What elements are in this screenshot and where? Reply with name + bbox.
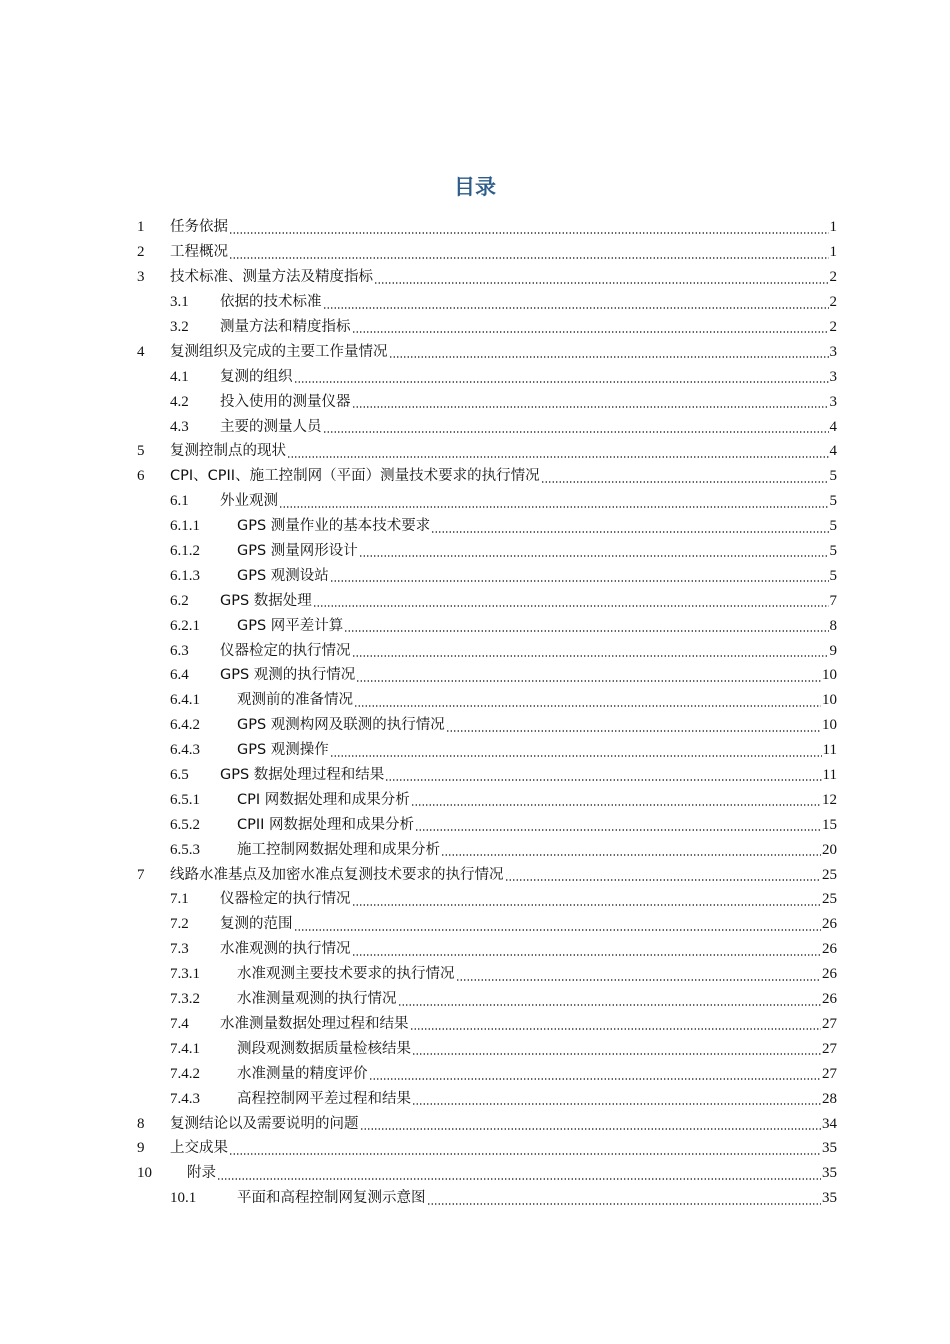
toc-entry-number: 6.1.1 (170, 518, 200, 535)
toc-entry-page-number: 4 (829, 418, 837, 435)
toc-entry[interactable] (137, 1086, 837, 1111)
toc-entry[interactable] (137, 364, 837, 389)
toc-entry-label: GPS 测量网形设计 (237, 543, 358, 560)
toc-entry-number: 6.3 (170, 642, 189, 659)
toc-entry[interactable] (137, 787, 837, 812)
toc-dot-leader (352, 406, 829, 408)
toc-dot-leader (229, 257, 829, 259)
toc-entry-label: 平面和高程控制网复测示意图 (237, 1190, 426, 1207)
toc-entry-number: 3.2 (170, 319, 189, 335)
toc-entry[interactable] (137, 539, 837, 564)
toc-entry-label: 附录 (187, 1165, 216, 1182)
toc-entry-page-number: 5 (829, 468, 837, 485)
toc-entry[interactable] (137, 837, 837, 862)
toc-entry-number: 6.4.1 (170, 692, 200, 709)
toc-entry-number: 2 (137, 244, 145, 261)
toc-entry-label: GPS 数据处理 (220, 592, 312, 609)
toc-entry[interactable] (137, 812, 837, 837)
toc-entry-number: 6 (137, 468, 145, 485)
toc-dot-leader (369, 1078, 822, 1080)
toc-entry-label: 技术标准、测量方法及精度指标 (170, 269, 373, 286)
toc-entry[interactable] (137, 1161, 837, 1186)
toc-entry-label: 水准观测主要技术要求的执行情况 (237, 966, 455, 983)
toc-entry-number: 6.4.3 (170, 742, 200, 759)
toc-entry-label: 水准测量观测的执行情况 (237, 991, 397, 1008)
toc-entry-number: 9 (137, 1140, 145, 1157)
toc-entry-page-number: 10 (822, 692, 837, 709)
toc-entry[interactable] (137, 588, 837, 613)
toc-entry-page-number: 2 (829, 269, 837, 286)
toc-entry-page-number: 20 (822, 841, 837, 858)
toc-dot-leader (330, 755, 822, 757)
toc-entry[interactable] (137, 738, 837, 763)
toc-entry-number: 1 (137, 219, 145, 236)
toc-entry-page-number: 3 (829, 393, 837, 410)
toc-entry-number: 6.5.1 (170, 791, 200, 808)
toc-entry-page-number: 35 (822, 1165, 837, 1182)
toc-entry[interactable] (137, 315, 837, 340)
toc-entry[interactable] (137, 638, 837, 663)
toc-entry[interactable] (137, 1186, 837, 1211)
toc-entry-page-number: 35 (822, 1190, 837, 1207)
toc-dot-leader (385, 779, 821, 781)
toc-entry-label: 复测的组织 (220, 368, 293, 385)
toc-dot-leader (411, 804, 821, 806)
toc-dot-leader (389, 356, 829, 358)
toc-entry[interactable] (137, 688, 837, 713)
toc-entry-page-number: 5 (829, 518, 837, 535)
toc-entry-number: 6.5.3 (170, 841, 200, 858)
toc-entry-page-number: 7 (829, 592, 837, 609)
toc-entry[interactable] (137, 563, 837, 588)
toc-entry-number: 7.2 (170, 916, 189, 933)
toc-dot-leader (313, 605, 829, 607)
toc-dot-leader (352, 954, 822, 956)
toc-entry[interactable] (137, 290, 837, 315)
toc-entry[interactable] (137, 1036, 837, 1061)
toc-entry-page-number: 27 (822, 1015, 837, 1032)
toc-dot-leader (446, 730, 821, 732)
toc-entry-number: 6.1.2 (170, 543, 200, 560)
toc-entry-label: 水准观测的执行情况 (220, 941, 351, 958)
toc-entry-page-number: 10 (822, 667, 837, 684)
toc-entry-number: 7.4.3 (170, 1090, 200, 1107)
toc-entry-number: 6.1 (170, 493, 189, 510)
toc-entry-number: 7 (137, 866, 145, 883)
toc-entry[interactable] (137, 215, 837, 240)
toc-dot-leader (294, 381, 829, 383)
toc-dot-leader (229, 1153, 821, 1155)
toc-entry-page-number: 2 (829, 319, 837, 335)
toc-entry-label: 仪器检定的执行情况 (220, 642, 351, 659)
toc-entry[interactable] (137, 439, 837, 464)
toc-entry-label: CPII 网数据处理和成果分析 (237, 816, 415, 833)
toc-dot-leader (323, 307, 829, 309)
toc-entry-number: 6.5.2 (170, 816, 200, 833)
toc-entry-page-number: 25 (822, 891, 837, 908)
toc-entry-number: 6.2.1 (170, 617, 200, 634)
toc-entry-page-number: 5 (829, 567, 837, 584)
toc-entry[interactable] (137, 265, 837, 290)
toc-entry-number: 10 (137, 1165, 152, 1182)
toc-dot-leader (410, 1028, 822, 1030)
toc-dot-leader (441, 854, 821, 856)
toc-list (137, 215, 837, 1211)
toc-entry-label: 水准测量的精度评价 (237, 1065, 368, 1082)
toc-dot-leader (330, 580, 829, 582)
toc-entry-label: CPI、CPII、施工控制网（平面）测量技术要求的执行情况 (170, 468, 540, 485)
toc-entry[interactable] (137, 389, 837, 414)
toc-entry-page-number: 2 (829, 294, 837, 311)
toc-entry-page-number: 28 (822, 1090, 837, 1107)
toc-entry-label: 上交成果 (170, 1140, 228, 1157)
toc-entry-label: 任务依据 (170, 219, 228, 236)
toc-entry-page-number: 11 (822, 767, 837, 784)
toc-entry-label: 施工控制网数据处理和成果分析 (237, 841, 440, 858)
toc-entry-number: 3.1 (170, 294, 189, 311)
toc-entry-page-number: 26 (822, 991, 837, 1008)
toc-entry[interactable] (137, 489, 837, 514)
toc-entry[interactable] (137, 713, 837, 738)
toc-entry-page-number: 3 (829, 368, 837, 385)
toc-entry-number: 7.3 (170, 941, 189, 958)
toc-entry[interactable] (137, 962, 837, 987)
toc-entry[interactable] (137, 1136, 837, 1161)
toc-entry-label: 复测的范围 (220, 916, 293, 933)
toc-entry-page-number: 10 (822, 717, 837, 734)
toc-entry[interactable] (137, 1111, 837, 1136)
toc-entry-label: GPS 测量作业的基本技术要求 (237, 518, 431, 535)
toc-entry-label: GPS 数据处理过程和结果 (220, 767, 385, 784)
toc-entry[interactable] (137, 514, 837, 539)
toc-entry-page-number: 27 (822, 1040, 837, 1057)
toc-entry-label: GPS 网平差计算 (237, 617, 344, 634)
toc-title: 目录 (454, 175, 496, 199)
toc-entry-number: 10.1 (170, 1190, 197, 1207)
toc-entry-page-number: 5 (829, 493, 837, 510)
toc-entry-page-number: 12 (822, 791, 837, 808)
toc-entry-label: 高程控制网平差过程和结果 (237, 1090, 411, 1107)
toc-entry[interactable] (137, 987, 837, 1012)
toc-entry-page-number: 1 (829, 219, 837, 236)
toc-entry-number: 4.2 (170, 393, 189, 410)
toc-dot-leader (359, 555, 829, 557)
toc-entry[interactable] (137, 240, 837, 265)
toc-entry[interactable] (137, 862, 837, 887)
toc-entry-number: 7.3.1 (170, 966, 200, 983)
toc-entry-label: GPS 观测操作 (237, 742, 329, 759)
toc-entry[interactable] (137, 464, 837, 489)
toc-entry-label: 观测前的准备情况 (237, 692, 353, 709)
toc-entry-label: GPS 观测构网及联测的执行情况 (237, 717, 445, 734)
toc-dot-leader (352, 331, 829, 333)
toc-dot-leader (279, 506, 829, 508)
toc-dot-leader (427, 1203, 822, 1205)
toc-entry-page-number: 4 (829, 443, 837, 460)
toc-dot-leader (360, 1128, 822, 1130)
toc-entry-page-number: 35 (822, 1140, 837, 1157)
toc-dot-leader (412, 1053, 821, 1055)
toc-entry-number: 7.4.1 (170, 1040, 200, 1057)
toc-entry-label: CPI 网数据处理和成果分析 (237, 791, 410, 808)
toc-entry-number: 4 (137, 343, 145, 360)
toc-entry-page-number: 5 (829, 543, 837, 560)
toc-entry[interactable] (137, 339, 837, 364)
toc-dot-leader (412, 1103, 821, 1105)
toc-entry-label: 线路水准基点及加密水准点复测技术要求的执行情况 (170, 866, 504, 883)
toc-entry[interactable] (137, 937, 837, 962)
toc-entry[interactable] (137, 1012, 837, 1037)
toc-dot-leader (541, 481, 829, 483)
toc-dot-leader (431, 531, 828, 533)
toc-entry-page-number: 15 (822, 816, 837, 833)
toc-entry-label: 测段观测数据质量检核结果 (237, 1040, 411, 1057)
toc-entry-label: 复测组织及完成的主要工作量情况 (170, 343, 388, 360)
toc-dot-leader (354, 705, 821, 707)
toc-entry-label: 测量方法和精度指标 (220, 319, 351, 335)
toc-entry-number: 7.3.2 (170, 991, 200, 1008)
toc-entry-page-number: 1 (829, 244, 837, 261)
toc-entry-label: 水准测量数据处理过程和结果 (220, 1015, 409, 1032)
toc-entry-page-number: 27 (822, 1065, 837, 1082)
toc-entry-page-number: 26 (822, 941, 837, 958)
toc-entry-label: 复测控制点的现状 (170, 443, 286, 460)
toc-entry-number: 3 (137, 269, 145, 286)
toc-entry[interactable] (137, 663, 837, 688)
toc-entry-label: 外业观测 (220, 493, 278, 510)
toc-dot-leader (229, 232, 829, 234)
toc-entry-page-number: 9 (829, 642, 837, 659)
toc-entry-number: 6.2 (170, 592, 189, 609)
toc-dot-leader (352, 904, 822, 906)
toc-entry-number: 6.4 (170, 667, 189, 684)
toc-entry-number: 4.1 (170, 368, 189, 385)
toc-dot-leader (505, 879, 822, 881)
toc-entry-number: 4.3 (170, 418, 189, 435)
toc-entry-number: 8 (137, 1115, 145, 1132)
toc-entry[interactable] (137, 613, 837, 638)
toc-entry-number: 6.5 (170, 767, 189, 784)
toc-entry-label: GPS 观测的执行情况 (220, 667, 356, 684)
toc-entry-number: 5 (137, 443, 145, 460)
toc-dot-leader (398, 1004, 822, 1006)
toc-entry-page-number: 26 (822, 966, 837, 983)
toc-dot-leader (356, 680, 821, 682)
toc-dot-leader (456, 979, 822, 981)
toc-entry-label: 投入使用的测量仪器 (220, 393, 351, 410)
toc-entry-page-number: 11 (822, 742, 837, 759)
toc-entry-page-number: 25 (822, 866, 837, 883)
toc-dot-leader (294, 929, 822, 931)
toc-entry-number: 6.1.3 (170, 567, 200, 584)
toc-entry-number: 7.1 (170, 891, 189, 908)
toc-entry-label: 主要的测量人员 (220, 418, 322, 435)
toc-entry[interactable] (137, 887, 837, 912)
toc-entry-label: GPS 观测设站 (237, 567, 329, 584)
toc-entry[interactable] (137, 1061, 837, 1086)
toc-entry-number: 7.4.2 (170, 1065, 200, 1082)
toc-entry-page-number: 34 (822, 1115, 837, 1132)
toc-dot-leader (323, 431, 829, 433)
toc-entry-page-number: 8 (829, 617, 837, 634)
toc-entry-label: 仪器检定的执行情况 (220, 891, 351, 908)
toc-entry-label: 复测结论以及需要说明的问题 (170, 1115, 359, 1132)
toc-entry-number: 6.4.2 (170, 717, 200, 734)
toc-entry-page-number: 26 (822, 916, 837, 933)
toc-entry-page-number: 3 (829, 343, 837, 360)
toc-entry[interactable] (137, 414, 837, 439)
toc-entry[interactable] (137, 763, 837, 788)
toc-dot-leader (344, 630, 828, 632)
toc-dot-leader (374, 282, 829, 284)
toc-entry-number: 7.4 (170, 1015, 189, 1032)
toc-entry-label: 依据的技术标准 (220, 294, 322, 311)
toc-entry-label: 工程概况 (170, 244, 228, 261)
toc-dot-leader (287, 456, 829, 458)
toc-dot-leader (217, 1178, 821, 1180)
toc-entry[interactable] (137, 912, 837, 937)
toc-dot-leader (352, 655, 829, 657)
toc-dot-leader (415, 829, 821, 831)
